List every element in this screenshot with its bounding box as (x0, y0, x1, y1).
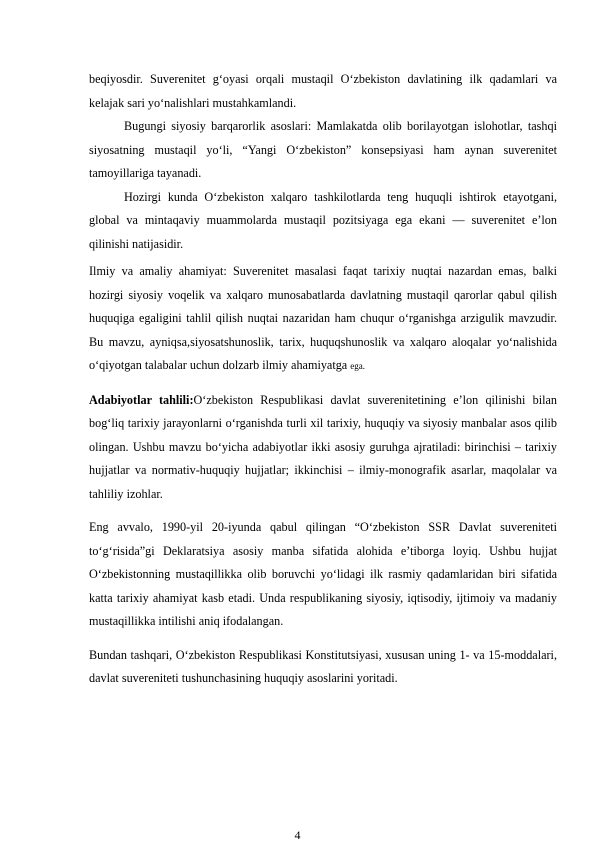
page-number: 4 (294, 828, 301, 842)
paragraph-4-tail: ega. (350, 361, 366, 371)
paragraph-7: Bundan tashqari, O‘zbekiston Respublikasi Konstitutsiyasi, xususan uning 1- va 15-moddalari, davlat suvereniteti tushunchasining huquqiy asoslarini yoritadi. (89, 647, 557, 685)
paragraph-5-text: O‘zbekiston Respublikasi davlat suverenitetining e’lon qilinishi bilan bog‘liq tarixiy jarayonlarni o‘rganishda turli xil tarixiy, huquqiy va siyosiy manbalar asos qilib olingan. Ushbu mavzu bo‘yicha adabiyotlar ikki asosiy guruhga ajratiladi: birinchisi – tarixiy hujjatlar va normativ-huquqiy hujjatlar; ikkinchisi – ilmiy-monografik asarlar, maqolalar va tahliliy izohlar. (89, 392, 557, 501)
paragraph-4-text: Ilmiy va amaliy ahamiyat: Suverenitet masalasi faqat tarixiy nuqtai nazardan emas, balki hozirgi siyosiy voqelik va xalqaro munosabatlarda davlatning mustaqil qarorlar qabul qilish huquqiga egaligini tahlil qilish nuqtai nazaridan ham chuqur o‘rganishga arzigulik mavzudir. Bu mavzu, ayniqsa,siyosatshunoslik, tarix, huquqshunoslik va xalqaro aloqalar yo‘nalishida o‘qiyotgan talabalar uchun dolzarb ilmiy ahamiyatga (89, 264, 557, 372)
paragraph-1: beqiyosdir. Suverenitet g‘oyasi orqali mustaqil O‘zbekiston davlatining ilk qadamlari va kelajak sari yo‘nalishlari mustahkamlandi. (89, 72, 557, 110)
document-body (89, 68, 557, 691)
paragraph-5 (89, 389, 557, 507)
paragraph-3: Hozirgi kunda O‘zbekiston xalqaro tashkilotlarda teng huquqli ishtirok etayotgani, global va mintaqaviy muammolarda mustaqil pozitsiyaga ega ekani — suverenitet e’lon qilinishi natijasidir. (89, 189, 557, 251)
paragraph-6: Eng avvalo, 1990-yil 20-iyunda qabul qilingan “O‘zbekiston SSR Davlat suvereniteti to‘g‘risida”gi Deklaratsiya asosiy manba sifatida alohida e’tiborga loyiq. Ushbu hujjat O‘zbekistonning mustaqillikka olib boruvchi yo‘lidagi ilk rasmiy qadamlaridan biri sifatida katta tarixiy ahamiyat kasb etadi. Unda respublikaning siyosiy, iqtisodiy, ijtimoiy va madaniy mustaqillikka intilishi aniq ifodalangan. (89, 520, 557, 628)
paragraph-4 (89, 260, 557, 379)
literature-review-heading: Adabiyotlar tahlili: (89, 392, 194, 407)
paragraph-2: Bugungi siyosiy barqarorlik asoslari: Mamlakatda olib borilayotgan islohotlar, tashqi siyosatning mustaqil yo‘li, “Yangi O‘zbekiston” konsepsiyasi ham aynan suverenitet tamoyillariga tayanadi. (89, 119, 557, 180)
